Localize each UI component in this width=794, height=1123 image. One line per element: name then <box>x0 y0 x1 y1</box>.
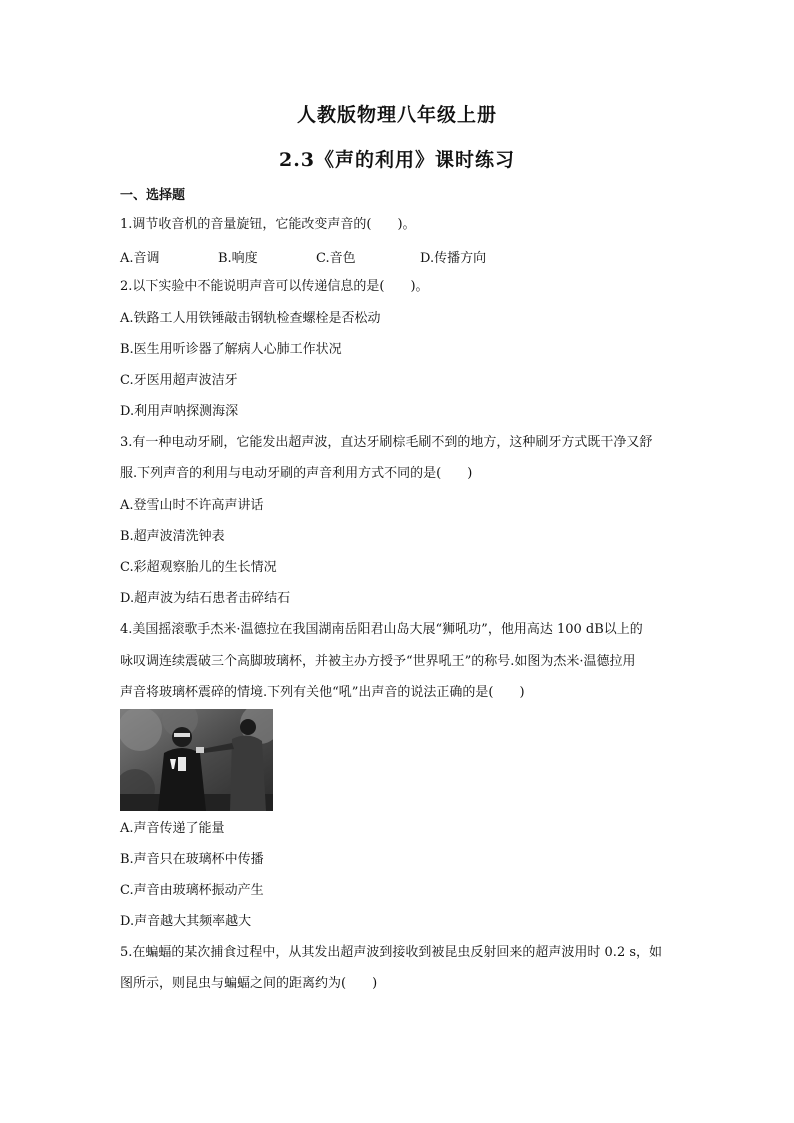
question-2-option-c: C.牙医用超声波洁牙 <box>120 373 238 388</box>
question-3-stem-line-1: 3.有一种电动牙刷，它能发出超声波，直达牙刷棕毛刷不到的地方，这种刷牙方式既干净又舒 <box>120 435 653 450</box>
question-2-stem: 2.以下实验中不能说明声音可以传递信息的是( )。 <box>120 279 429 294</box>
question-3-option-a: A.登雪山时不许高声讲话 <box>120 498 264 513</box>
singer-glass-photo <box>120 709 273 811</box>
question-3-option-b: B.超声波清洗钟表 <box>120 529 225 544</box>
question-3-stem-line-2: 服.下列声音的利用与电动牙刷的声音利用方式不同的是( ) <box>120 466 473 481</box>
question-5-stem-line-2: 图所示，则昆虫与蝙蝠之间的距离约为( ) <box>120 976 378 991</box>
question-3-option-c: C.彩超观察胎儿的生长情况 <box>120 560 277 575</box>
document-subtitle: 2.3《声的利用》课时练习 <box>278 149 516 171</box>
question-1-option-d: D.传播方向 <box>420 251 487 266</box>
question-1-option-c: C.音色 <box>316 251 356 266</box>
question-1-option-b: B.响度 <box>218 251 258 266</box>
question-4-option-d: D.声音越大其频率越大 <box>120 914 252 929</box>
question-4-option-a: A.声音传递了能量 <box>120 821 225 836</box>
question-1-stem: 1.调节收音机的音量旋钮，它能改变声音的( )。 <box>120 217 416 232</box>
question-4-option-c: C.声音由玻璃杯振动产生 <box>120 883 264 898</box>
question-1-options <box>120 247 700 265</box>
section-heading: 一、选择题 <box>120 188 186 203</box>
question-4-stem-line-3: 声音将玻璃杯震碎的情境.下列有关他“吼”出声音的说法正确的是( ) <box>120 685 525 700</box>
document-title: 人教版物理八年级上册 <box>296 104 497 126</box>
question-2-option-b: B.医生用听诊器了解病人心肺工作状况 <box>120 342 342 357</box>
question-4-option-b: B.声音只在玻璃杯中传播 <box>120 852 264 867</box>
question-1-option-a: A.音调 <box>120 251 160 266</box>
question-2-option-a: A.铁路工人用铁锤敲击钢轨检查螺栓是否松动 <box>120 311 381 326</box>
question-3-option-d: D.超声波为结石患者击碎结石 <box>120 591 291 606</box>
question-2-option-d: D.利用声呐探测海深 <box>120 404 239 419</box>
question-4-stem-line-1: 4.美国摇滚歌手杰米·温德拉在我国湖南岳阳君山岛大展“狮吼功”，他用高达 100 dB以上的 <box>120 622 643 637</box>
question-4-stem-line-2: 咏叹调连续震破三个高脚玻璃杯，并被主办方授予“世界吼王”的称号.如图为杰米·温德拉用 <box>120 654 636 669</box>
question-5-stem-line-1: 5.在蝙蝠的某次捕食过程中，从其发出超声波到接收到被昆虫反射回来的超声波用时 0.2 s，如 <box>120 945 663 960</box>
photo-illustration <box>120 709 273 811</box>
